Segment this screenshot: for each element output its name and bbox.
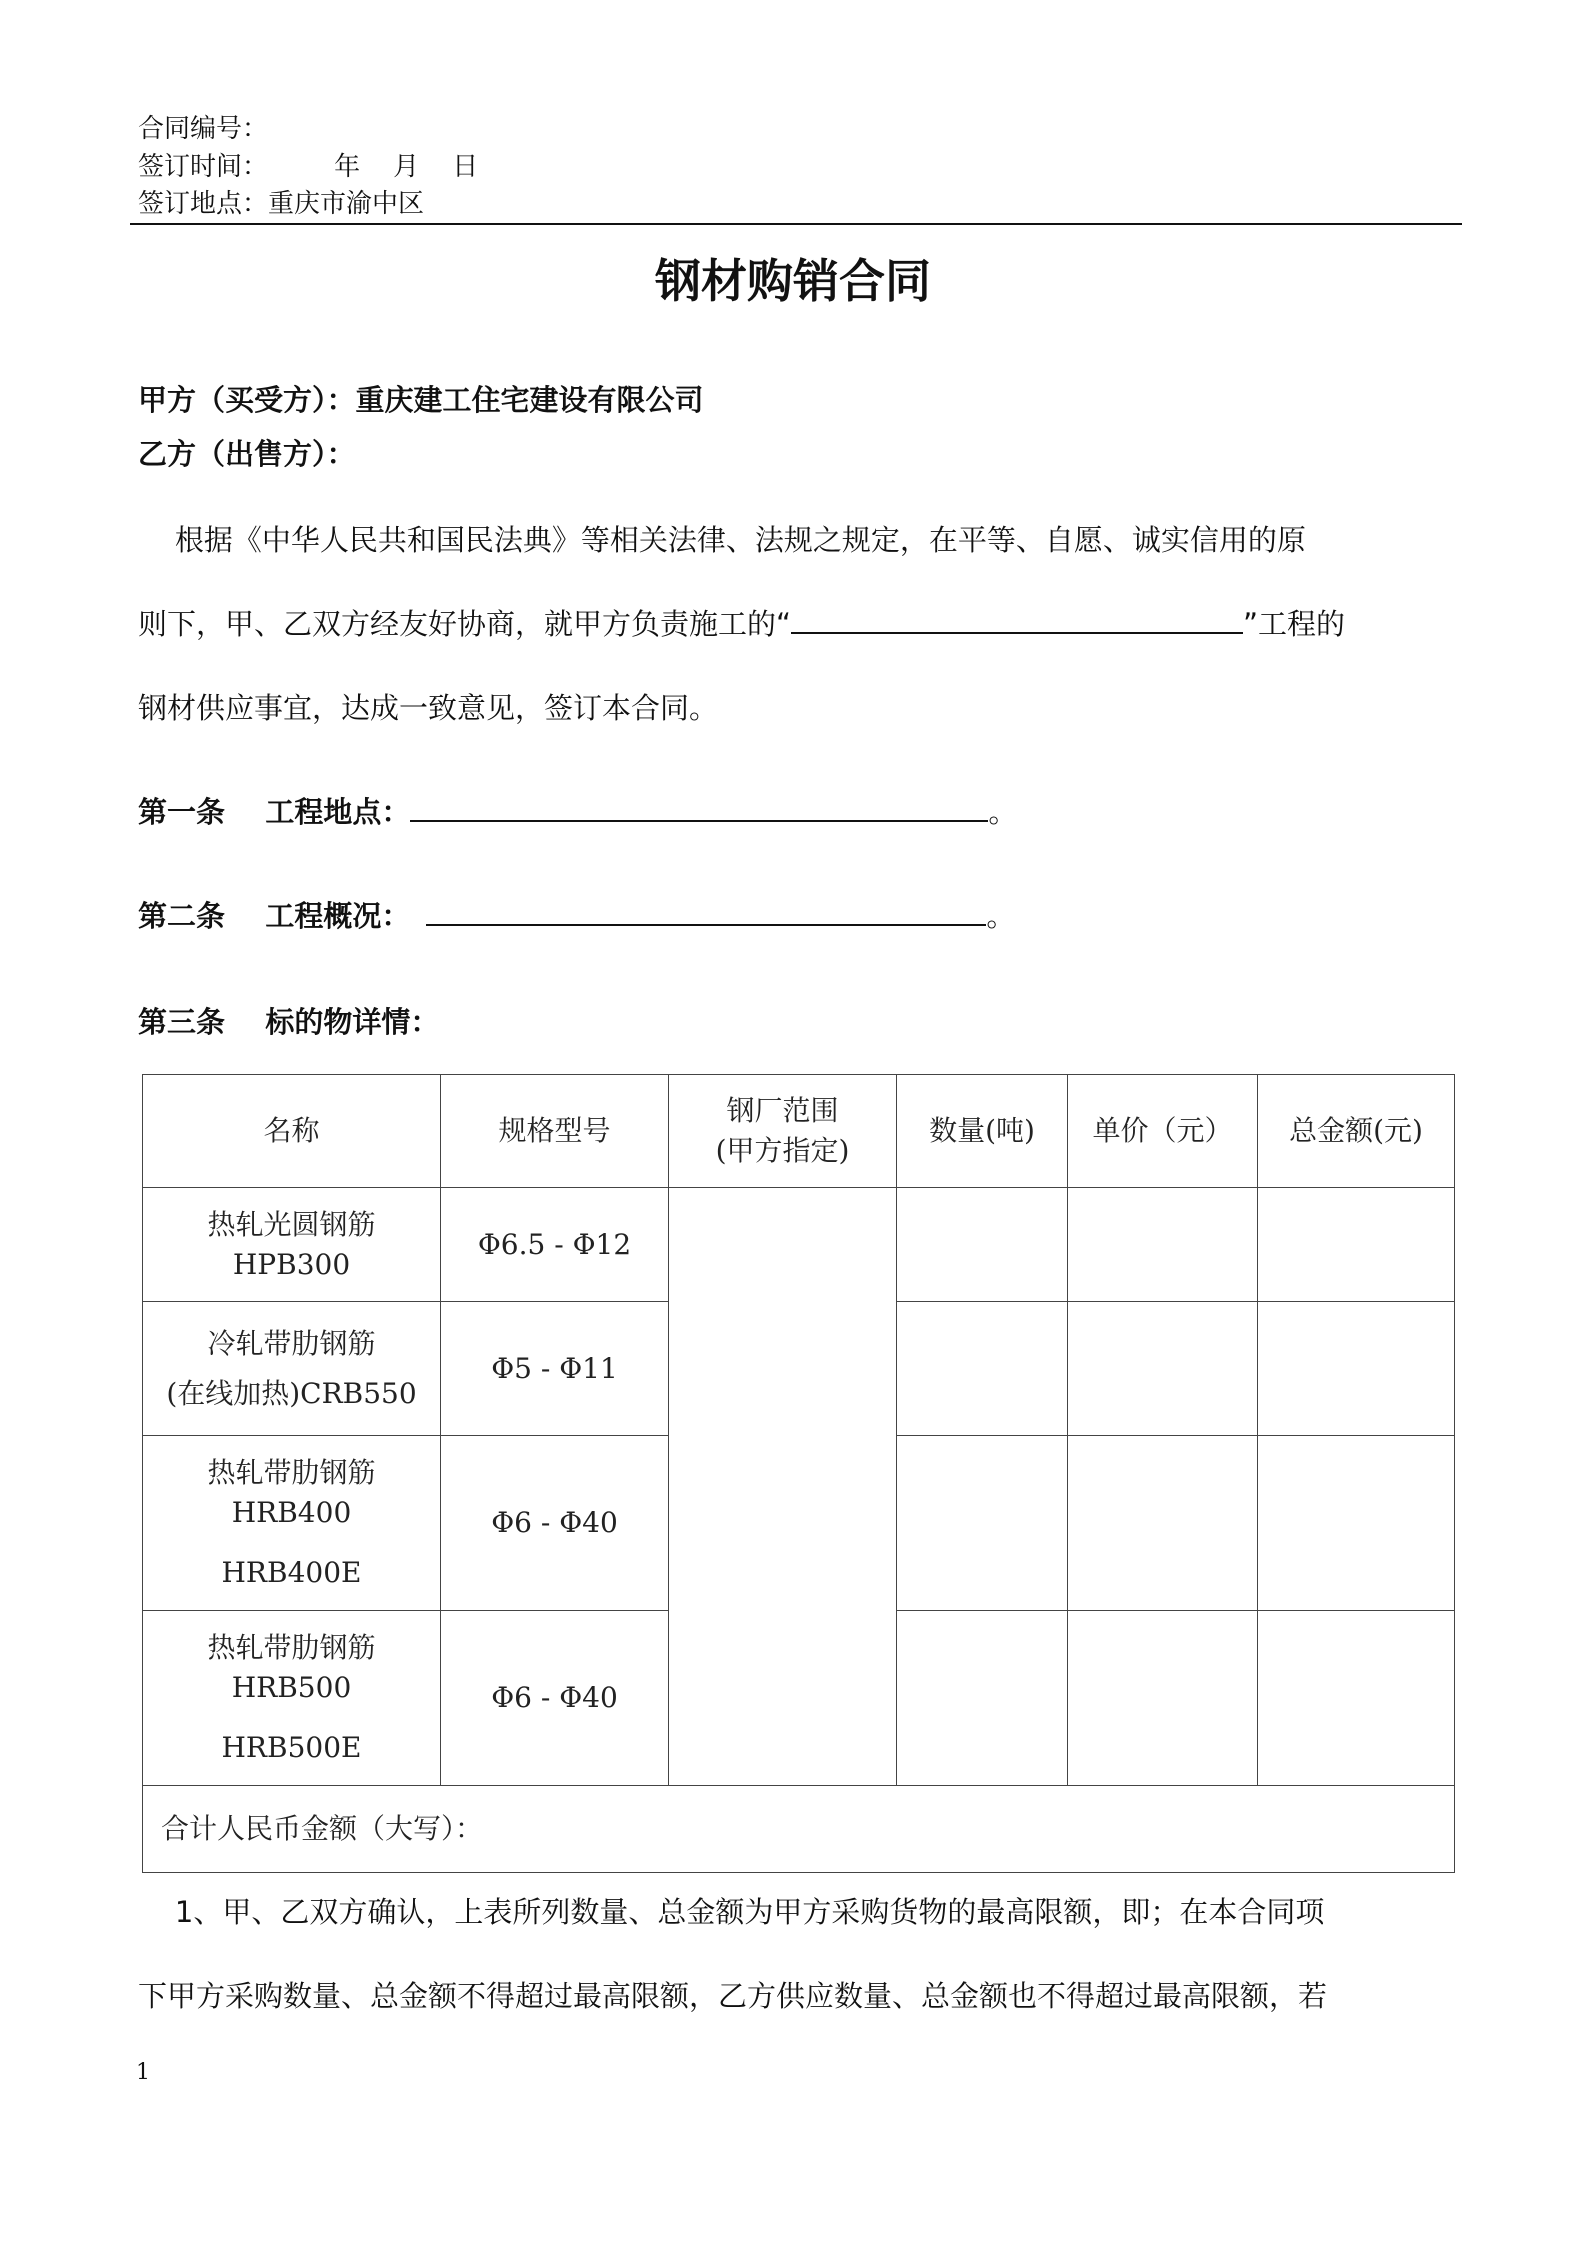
item-spec: Φ6 - Φ40 (441, 1611, 669, 1786)
item-name (143, 1302, 441, 1436)
quantity-cell[interactable] (897, 1611, 1068, 1786)
preamble-line-1: 根据《中华人民共和国民法典》等相关法律、法规之规定，在平等、自愿、诚实信用的原 (138, 523, 1306, 557)
clause-3 (138, 1000, 439, 1044)
goods-table (142, 1074, 1455, 1873)
item-name-line: 热轧带肋钢筋 (207, 1631, 376, 1664)
item-grade-line-2: HRB500E (221, 1731, 362, 1764)
item-grade-line: (在线加热)CRB550 (166, 1376, 417, 1410)
item-name-line: 冷轧带肋钢筋 (207, 1326, 376, 1360)
item-spec: Φ6 - Φ40 (441, 1436, 669, 1611)
header-quantity: 数量(吨) (897, 1075, 1068, 1188)
clause-2-tail: 。 (986, 899, 1016, 933)
clause-1 (138, 790, 1017, 834)
header-steel-mill-line-1: 钢厂范围 (726, 1094, 839, 1127)
contract-title: 钢材购销合同 (655, 254, 931, 308)
item-name (143, 1188, 441, 1302)
header-unit-price: 单价（元） (1068, 1075, 1258, 1188)
preamble-line-2-end: ”工程的 (1243, 607, 1346, 641)
project-overview-blank[interactable] (426, 894, 986, 926)
unit-price-cell[interactable] (1068, 1611, 1258, 1786)
header-total: 总金额(元) (1258, 1075, 1455, 1188)
quantity-cell[interactable] (897, 1436, 1068, 1611)
header-spec: 规格型号 (441, 1075, 669, 1188)
clause-1-tail: 。 (988, 795, 1018, 829)
total-cell[interactable] (1258, 1302, 1455, 1436)
header-name: 名称 (143, 1075, 441, 1188)
item-spec: Φ6.5 - Φ12 (441, 1188, 669, 1302)
signing-place-line: 签订地点：重庆市渝中区 (138, 189, 425, 219)
table-row (143, 1188, 1455, 1302)
signing-time-line: 签订时间： 年 月 日 (138, 152, 479, 182)
total-cell[interactable] (1258, 1611, 1455, 1786)
clause-1-label: 第一条 工程地点： (138, 795, 411, 829)
clause-2-label: 第二条 工程概况： (138, 899, 411, 933)
total-amount-words[interactable]: 合计人民币金额（大写）： (143, 1786, 1455, 1873)
term-1-line-2: 下甲方采购数量、总金额不得超过最高限额，乙方供应数量、总金额也不得超过最高限额，若 (138, 1979, 1328, 2013)
item-name (143, 1436, 441, 1611)
unit-price-cell[interactable] (1068, 1188, 1258, 1302)
header-steel-mill-line-2: (甲方指定) (715, 1134, 850, 1167)
item-name-line: 热轧带肋钢筋 (207, 1456, 376, 1489)
project-name-blank[interactable] (791, 602, 1243, 634)
clause-3-label: 第三条 标的物详情： (138, 1005, 440, 1039)
item-grade-line: HPB300 (232, 1247, 351, 1281)
quantity-cell[interactable] (897, 1302, 1068, 1436)
unit-price-cell[interactable] (1068, 1436, 1258, 1611)
project-location-blank[interactable] (410, 790, 988, 822)
unit-price-cell[interactable] (1068, 1302, 1258, 1436)
total-cell[interactable] (1258, 1188, 1455, 1302)
party-b: 乙方（出售方）： (138, 437, 356, 471)
page-number: 1 (136, 2060, 150, 2085)
contract-number-line: 合同编号： (138, 114, 269, 144)
term-1-line-1: 1、甲、乙双方确认，上表所列数量、总金额为甲方采购货物的最高限额，即；在本合同项 (138, 1895, 1325, 1929)
total-cell[interactable] (1258, 1436, 1455, 1611)
quantity-cell[interactable] (897, 1188, 1068, 1302)
total-row (143, 1786, 1455, 1873)
item-grade-line: HRB400 (231, 1496, 352, 1529)
item-spec: Φ5 - Φ11 (441, 1302, 669, 1436)
preamble-line-2-start: 则下，甲、乙双方经友好协商，就甲方负责施工的“ (138, 607, 792, 641)
clause-2 (138, 894, 1015, 938)
header-divider (130, 223, 1462, 225)
preamble-line-3: 钢材供应事宜，达成一致意见，签订本合同。 (138, 691, 719, 725)
item-name (143, 1611, 441, 1786)
table-header-row (143, 1075, 1455, 1188)
preamble-line-2 (138, 602, 1345, 646)
steel-mill-cell[interactable] (669, 1188, 897, 1786)
item-grade-line: HRB500 (231, 1671, 352, 1704)
item-name-line: 热轧光圆钢筋 (207, 1207, 376, 1241)
party-a: 甲方（买受方）：重庆建工住宅建设有限公司 (138, 383, 704, 417)
item-grade-line-2: HRB400E (221, 1556, 362, 1589)
header-steel-mill (669, 1075, 897, 1188)
